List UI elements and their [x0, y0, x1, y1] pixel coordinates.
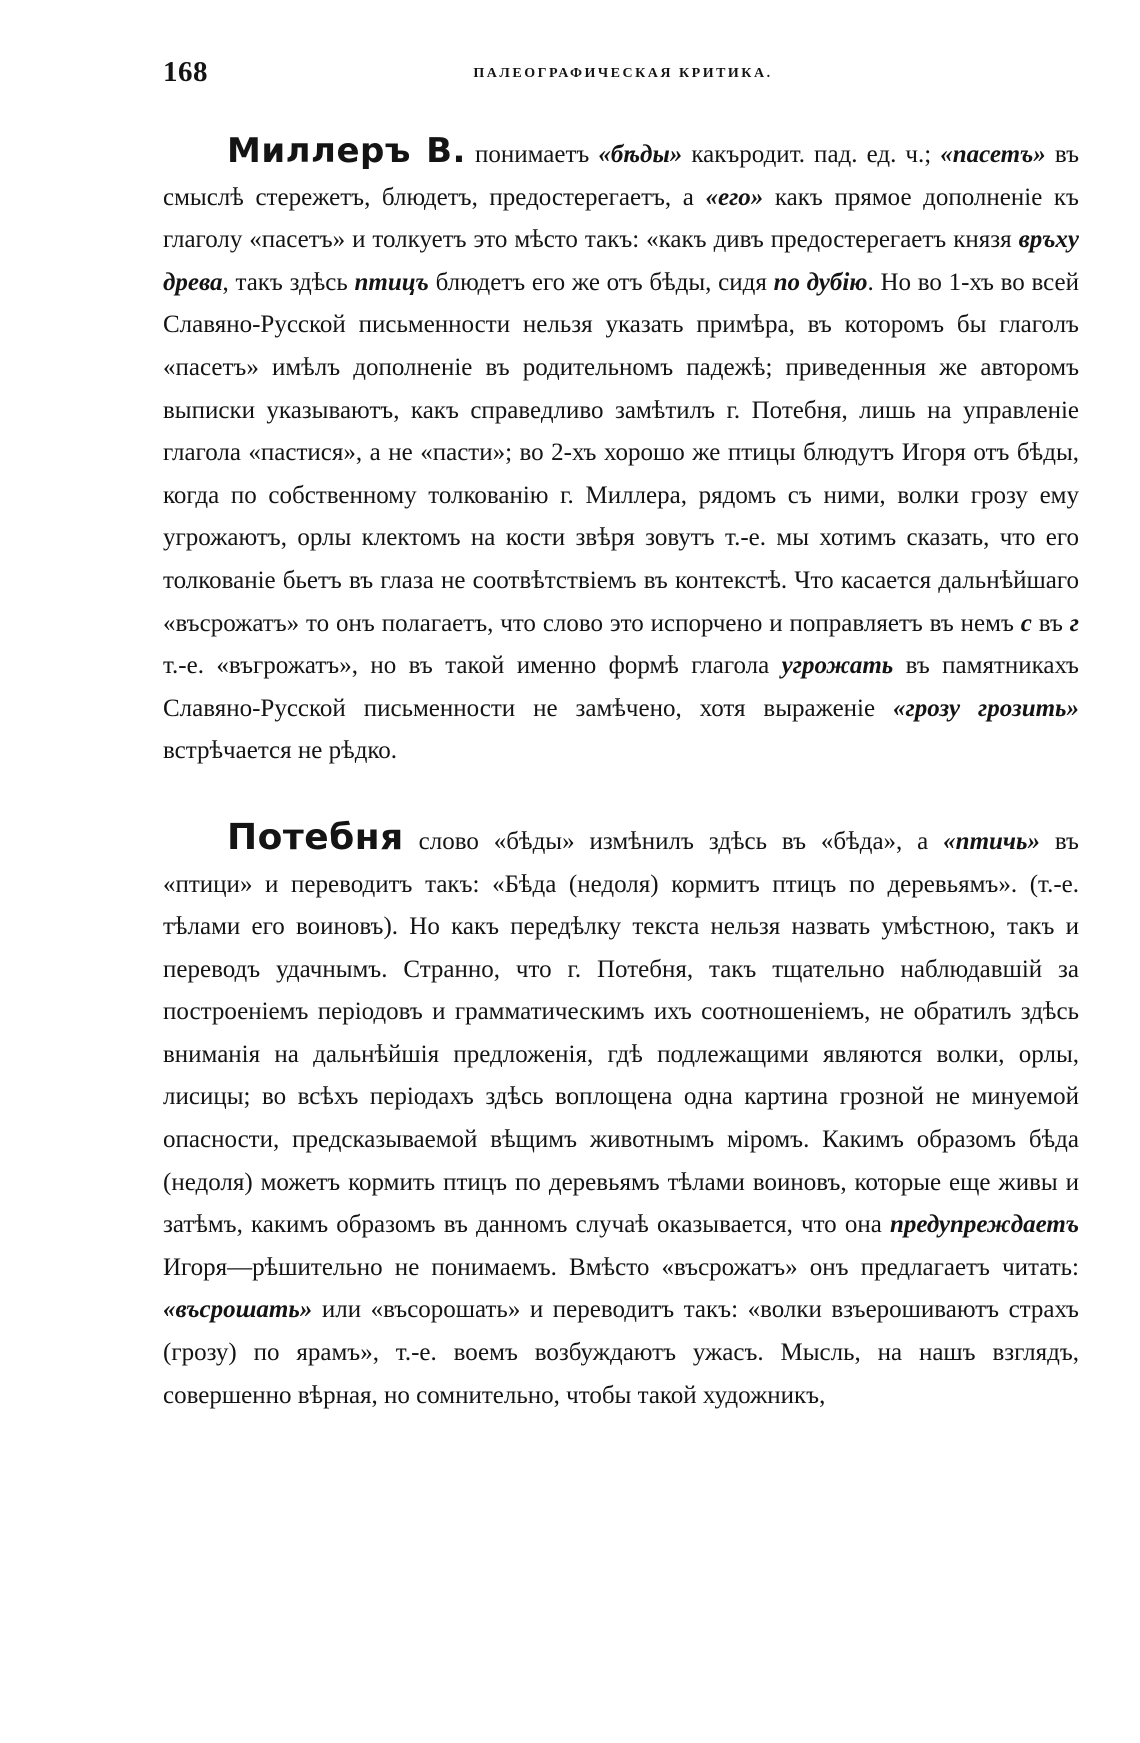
quoted-word: «въсрошать»	[163, 1296, 313, 1324]
italic-letter: г	[1069, 609, 1080, 637]
text-run: слово «бѣды» измѣнилъ здѣсь въ «бѣда», а	[403, 827, 944, 855]
quoted-word: «пасетъ»	[940, 141, 1046, 168]
text-run: какъродит. пад. ед. ч.;	[682, 141, 941, 168]
author-name-potebnya: Потебня	[227, 816, 404, 858]
text-run: встрѣчается не рѣдко.	[163, 737, 398, 765]
text-run: , такъ здѣсь	[222, 268, 355, 296]
quoted-word: «его»	[705, 183, 764, 211]
text-run: Игоря—рѣшительно не понимаемъ. Вмѣсто «въсрожатъ» онъ предлагаетъ читать:	[163, 1253, 1079, 1281]
quoted-word: птицъ	[354, 268, 429, 296]
quoted-word: предупреждаетъ	[889, 1211, 1079, 1239]
quoted-phrase: връху древа	[163, 226, 1079, 296]
body-text	[163, 130, 1079, 1417]
text-run: понимаетъ	[465, 141, 599, 168]
italic-letter: с	[1020, 609, 1032, 637]
text-run: въ	[1031, 609, 1070, 637]
quoted-word: «бѣды»	[598, 141, 683, 168]
text-run: въ смыслѣ стережетъ, блюдетъ, предостерегаетъ, а	[163, 141, 1079, 211]
text-run: какъ прямое дополненіе къ глаголу «пасетъ» и толкуетъ это мѣсто такъ: «какъ дивъ предостерегаетъ князя	[163, 183, 1079, 254]
text-run: или «въсорошать» и переводитъ такъ: «волки взъерошиваютъ страхъ (грозу) по ярамъ», т.-е. воемъ возбуждаютъ ужасъ. Мысль, на нашъ взглядъ, совершенно вѣрная, но сомнительно, чтобы такой художникъ,	[163, 1296, 1079, 1409]
quoted-word: «птичь»	[943, 827, 1040, 855]
running-head	[163, 56, 1083, 96]
text-run: т.-е. «въгрожатъ», но въ такой именно формѣ глагола	[163, 652, 782, 680]
author-name-miller: Миллеръ В.	[227, 131, 466, 171]
paragraph-miller	[163, 130, 1079, 773]
quoted-word: угрожать	[781, 652, 894, 680]
text-run: въ памятникахъ Славяно-Русской письменности не замѣчено, хотя выраженіе	[163, 652, 1079, 722]
text-run: въ «птици» и переводитъ такъ: «Бѣда (недоля) кормитъ птицъ по деревьямъ». (т.-е. тѣлами его воиновъ). Но какъ передѣлку текста нельзя назвать умѣстною, такъ и переводъ удачнымъ. Странно, что г. Потебня, такъ тщательно наблюдавшій за построеніемъ періодовъ и грамматическимъ ихъ соотношеніемъ, не обратилъ здѣсь вниманія на дальнѣйшія предложенія, гдѣ подлежащими являются волки, орлы, лисицы; во всѣхъ періодахъ здѣсь воплощена одна картина грозной не минуемой опасности, предсказываемой вѣщимъ животнымъ міромъ. Какимъ образомъ бѣда (недоля) можетъ кормить птицъ по деревьямъ тѣлами воиновъ, которые еще живы и затѣмъ, какимъ образомъ въ данномъ случаѣ оказывается, что она	[163, 827, 1079, 1239]
text-run: . Но во 1-хъ во всей Славяно-Русской письменности нельзя указать примѣра, въ которомъ бы глаголъ «пасетъ» имѣлъ дополненіе въ родительномъ падежѣ; приведенныя же авторомъ выписки указываютъ, какъ справедливо замѣтилъ г. Потебня, лишь на управленіе глагола «пастися», а не «пасти»; во 2-хъ хорошо же птицы блюдутъ Игоря отъ бѣды, когда по собственному толкованію г. Миллера, рядомъ съ ними, волки грозу ему угрожаютъ, орлы клектомъ на кости звѣря зовутъ т.-е. мы хотимъ сказать, что его толкованіе бьетъ въ глаза не соотвѣтствіемъ въ контекстѣ. Что касается дальнѣйшаго «въсрожатъ» то онъ полагаетъ, что слово это испорчено и поправляетъ въ немъ	[163, 268, 1080, 637]
page-number: 168	[163, 56, 208, 88]
paragraph-potebnya	[163, 817, 1079, 1417]
text-run: блюдетъ его же отъ бѣды, сидя	[428, 268, 774, 296]
quoted-phrase: по дубію	[773, 268, 868, 296]
running-title: ПАЛЕОГРАФИЧЕСКАЯ КРИТИКА.	[473, 66, 773, 81]
quoted-phrase: «грозу грозить»	[893, 694, 1079, 722]
